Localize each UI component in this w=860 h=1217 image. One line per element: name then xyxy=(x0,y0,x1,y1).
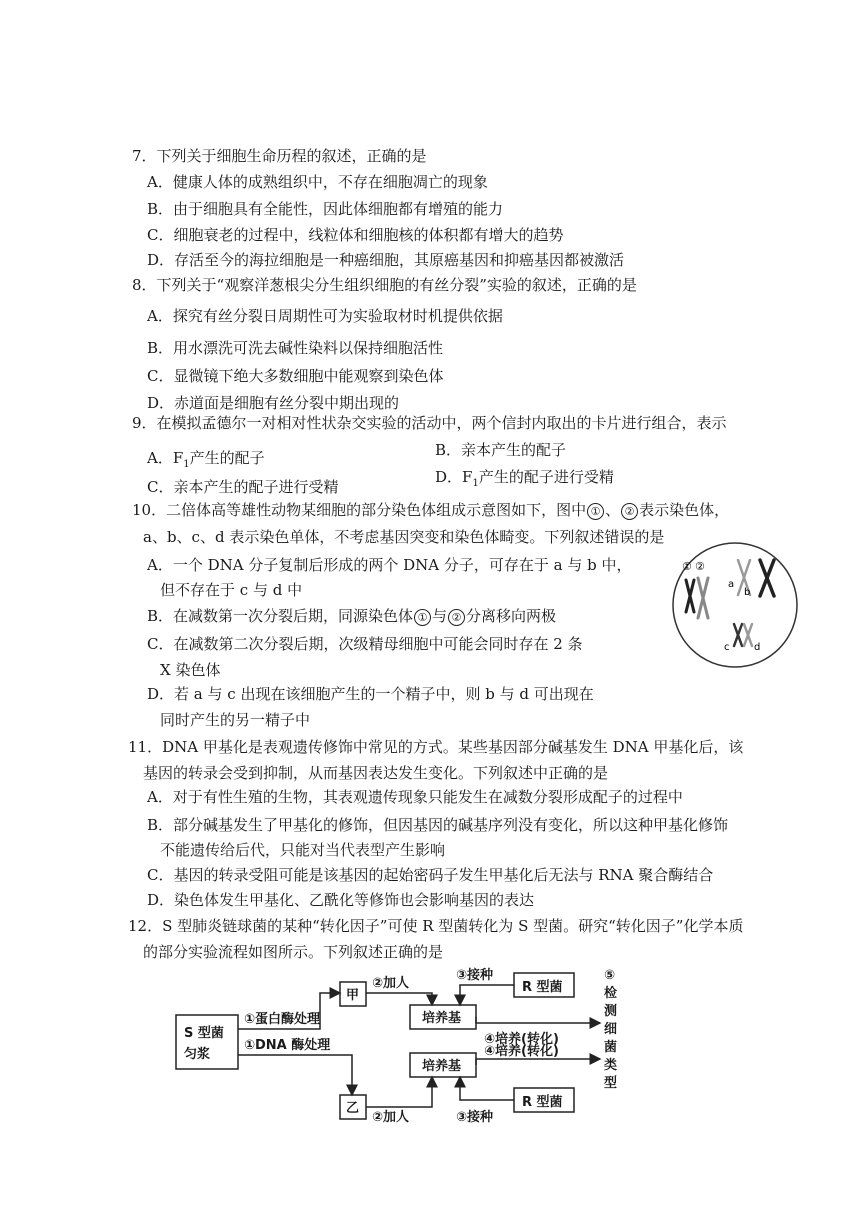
step-culture-bottom: ④培养(转化) xyxy=(484,1044,559,1059)
q9-option-c: C．亲本产生的配子进行受精 xyxy=(147,478,339,496)
q7-stem: 7．下列关于细胞生命历程的叙述，正确的是 xyxy=(132,147,427,165)
arrow-r-to-medium-bottom xyxy=(460,1077,514,1100)
q11-stem-line1: 11．DNA 甲基化是表观遗传修饰中常见的方式。某些基因部分碱基发生 DNA 甲基化后，该 xyxy=(128,738,744,756)
arrow-s-to-yi xyxy=(238,1055,352,1095)
arrow-r-to-medium-top xyxy=(460,985,514,1005)
circled-two: ② xyxy=(621,503,638,520)
circled-one: ① xyxy=(587,503,604,520)
q7-option-a: A．健康人体的成熟组织中，不存在细胞凋亡的现象 xyxy=(147,173,488,191)
q9-option-d xyxy=(435,467,614,494)
q10-stem-text-post: 表示染色体， xyxy=(639,501,730,519)
q7-option-d: D．存活至今的海拉细胞是一种癌细胞，其原癌基因和抑癌基因都被激活 xyxy=(147,251,625,269)
q8-option-b: B．用水漂洗可洗去碱性染料以保持细胞活性 xyxy=(147,339,444,357)
q9-option-a xyxy=(147,448,265,475)
arrow-jia-to-medium xyxy=(366,993,432,1005)
chromosome-cd xyxy=(734,624,752,646)
circled-two: ② xyxy=(448,609,465,626)
q10-option-b xyxy=(147,606,556,626)
detect-char: 型 xyxy=(604,1076,618,1091)
s-box-line2: 匀浆 xyxy=(184,1047,211,1062)
step-protease: ①蛋白酶处理 xyxy=(244,1012,321,1027)
step-detect-number: ⑤ xyxy=(604,968,616,983)
jia-label: 甲 xyxy=(346,988,360,1003)
q12-stem-line1: 12．S 型肺炎链球菌的某种“转化因子”可使 R 型菌转化为 S 型菌。研究“转化因子”化学本质 xyxy=(128,917,744,935)
q7-option-b: B．由于细胞具有全能性，因此体细胞都有增殖的能力 xyxy=(147,200,504,218)
arrow-medium-top-to-detect xyxy=(476,1017,600,1023)
q10-b-text: B．在减数第一次分裂后期，同源染色体 xyxy=(147,607,414,625)
medium-label-bottom: 培养基 xyxy=(422,1059,462,1074)
q8-stem: 8．下列关于“观察洋葱根尖分生组织细胞的有丝分裂”实验的叙述，正确的是 xyxy=(132,276,637,294)
r-type-label-top: R 型菌 xyxy=(522,980,563,995)
q10-stem-line1 xyxy=(132,500,729,520)
label-c: c xyxy=(724,642,730,653)
arrow-yi-to-medium xyxy=(366,1077,432,1107)
q9-option-b: B．亲本产生的配子 xyxy=(435,441,567,459)
q10-stem-sep: 、 xyxy=(605,501,621,519)
q9-d-subscript: 1 xyxy=(472,478,479,489)
q7-option-c: C．细胞衰老的过程中，线粒体和细胞核的体积都有增大的趋势 xyxy=(147,226,564,244)
q9-d-text-post: 产生的配子进行受精 xyxy=(478,468,614,486)
q8-option-a: A．探究有丝分裂日周期性可为实验取材时机提供依据 xyxy=(147,307,503,325)
chromosome-right xyxy=(760,560,774,596)
q9-a-text-post: 产生的配子 xyxy=(189,449,265,467)
step-add-bottom: ②加人 xyxy=(372,1110,410,1125)
r-type-label-bottom: R 型菌 xyxy=(522,1095,563,1110)
q10-option-d-line2: 同时产生的另一精子中 xyxy=(160,711,311,729)
label-one: ① xyxy=(682,560,692,573)
detect-char: 检 xyxy=(604,986,618,1001)
q10-option-c-line1: C．在减数第二次分裂后期，次级精母细胞中可能会同时存在 2 条 xyxy=(147,635,583,653)
medium-label-top: 培养基 xyxy=(422,1011,462,1026)
q10-stem-line2: a、b、c、d 表示染色单体，不考虑基因突变和染色体畸变。下列叙述错误的是 xyxy=(143,528,665,546)
label-a: a xyxy=(728,579,735,590)
q9-a-subscript: 1 xyxy=(183,459,190,470)
step-add-top: ②加人 xyxy=(372,976,410,991)
q11-option-b-line1: B．部分碱基发生了甲基化的修饰，但因基因的碱基序列没有变化，所以这种甲基化修饰 xyxy=(147,816,729,834)
step-dnase: ①DNA 酶处理 xyxy=(244,1038,331,1053)
q11-option-c: C．基因的转录受阻可能是该基因的起始密码子发生甲基化后无法与 RNA 聚合酶结合 xyxy=(147,866,714,884)
q10-b-text-post: 分离移向两极 xyxy=(466,607,557,625)
q9-a-text: A．F xyxy=(147,449,184,467)
cell-chromosome-figure xyxy=(670,540,800,670)
label-b: b xyxy=(744,587,751,598)
circled-one: ① xyxy=(414,609,431,626)
yi-label: 乙 xyxy=(346,1101,360,1116)
arrow-medium-bottom-to-detect xyxy=(476,1059,600,1065)
q9-d-text: D．F xyxy=(435,468,473,486)
label-two: ② xyxy=(695,560,705,573)
q10-stem-text: 10．二倍体高等雄性动物某细胞的部分染色体组成示意图如下，图中 xyxy=(132,501,587,519)
detect-char: 细 xyxy=(604,1022,618,1037)
transformation-flow-diagram xyxy=(170,965,640,1125)
chromosome-pair-left xyxy=(686,578,708,618)
q10-option-c-line2: X 染色体 xyxy=(160,661,221,679)
s-box-line1: S 型菌 xyxy=(184,1026,224,1041)
step-culture-top: ④培养(转化) xyxy=(484,1032,559,1047)
q10-option-d-line1: D．若 a 与 c 出现在该细胞产生的一个精子中，则 b 与 d 可出现在 xyxy=(147,685,594,703)
q8-option-c: C．显微镜下绝大多数细胞中能观察到染色体 xyxy=(147,367,444,385)
q11-option-a: A．对于有性生殖的生物，其表观遗传现象只能发生在减数分裂形成配子的过程中 xyxy=(147,788,683,806)
q11-option-b-line2: 不能遗传给后代，只能对当代表型产生影响 xyxy=(160,841,446,859)
q9-stem: 9．在模拟孟德尔一对相对性状杂交实验的活动中，两个信封内取出的卡片进行组合，表示 xyxy=(132,414,727,432)
q10-option-a-line1: A．一个 DNA 分子复制后形成的两个 DNA 分子，可存在于 a 与 b 中， xyxy=(147,556,632,574)
q11-stem-line2: 基因的转录会受到抑制，从而基因表达发生变化。下列叙述中正确的是 xyxy=(143,764,609,782)
detect-char: 测 xyxy=(604,1004,618,1019)
step-inoculate-top: ③接种 xyxy=(456,968,494,983)
detect-char: 菌 xyxy=(604,1040,618,1055)
q10-option-a-line2: 但不存在于 c 与 d 中 xyxy=(160,581,303,599)
q10-b-mid: 与 xyxy=(432,607,448,625)
q8-option-d: D．赤道面是细胞有丝分裂中期出现的 xyxy=(147,394,400,412)
q11-option-d: D．染色体发生甲基化、乙酰化等修饰也会影响基因的表达 xyxy=(147,891,535,909)
detect-char: 类 xyxy=(604,1058,618,1073)
q12-stem-line2: 的部分实验流程如图所示。下列叙述正确的是 xyxy=(143,943,444,961)
label-d: d xyxy=(754,642,761,653)
step-inoculate-bottom: ③接种 xyxy=(456,1110,494,1125)
